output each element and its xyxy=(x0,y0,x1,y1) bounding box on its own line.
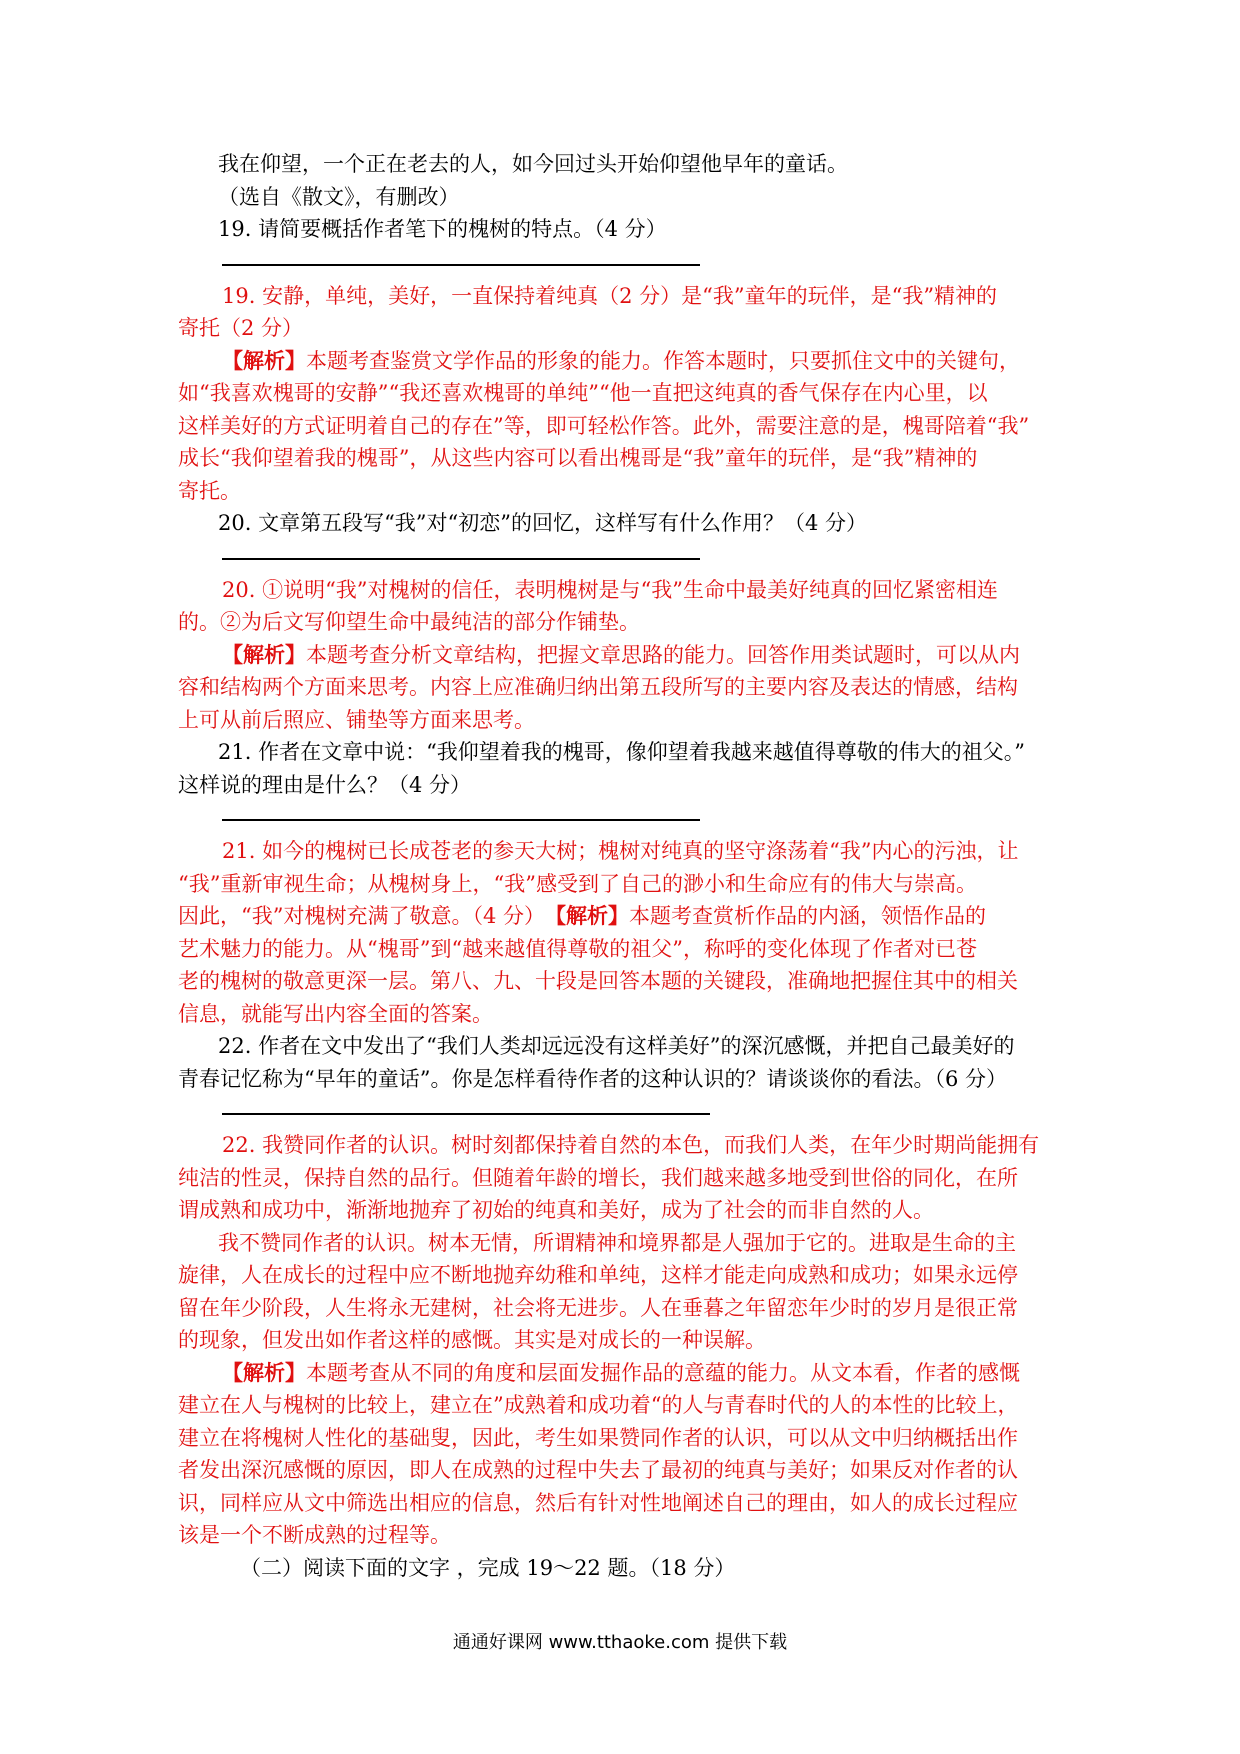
answer-22-line4: 我不赞同作者的认识。树本无情，所谓精神和境界都是人强加于它的。进取是生命的主 xyxy=(218,1230,1016,1255)
question-20: 20. 文章第五段写“我”对“初恋”的回忆，这样写有什么作用？（4 分） xyxy=(218,511,868,535)
analysis-tag: 【解析】 xyxy=(222,347,306,373)
answer-22-line1: 22. 我赞同作者的认识。树时刻都保持着自然的本色，而我们人类，在年少时期尚能拥有 xyxy=(222,1133,1040,1157)
question-21-line2: 这样说的理由是什么？（4 分） xyxy=(178,772,472,797)
analysis-19-line5: 寄托。 xyxy=(178,478,241,503)
passage-last-line: 我在仰望，一个正在老去的人，如今回过头开始仰望他早年的童话。 xyxy=(218,152,848,176)
analysis-20-line3: 上可从前后照应、铺垫等方面来思考。 xyxy=(178,707,535,732)
page-footer: 通通好课网 www.tthaoke.com 提供下载 xyxy=(452,1632,788,1653)
answer-blank-20 xyxy=(222,558,700,560)
analysis-22-line2: 建立在人与槐树的比较上，建立在”成熟着和成功着“的人与青春时代的人的本性的比较上， xyxy=(178,1393,1019,1417)
answer-22-line5: 旋律，人在成长的过程中应不断地抛弃幼稚和单纯，这样才能走向成熟和成功；如果永远停 xyxy=(178,1263,1018,1287)
section-heading: （二）阅读下面的文字 ，完成 19～22 题。（18 分） xyxy=(240,1555,736,1580)
analysis-19-line3: 这样美好的方式证明着自己的存在”等，即可轻松作答。此外，需要注意的是，槐哥陪着“我” xyxy=(178,413,1030,438)
answer-22-line3: 谓成熟和成功中，渐渐地抛弃了初始的纯真和美好，成为了社会的而非自然的人。 xyxy=(178,1198,934,1222)
answer-19-line1: 19. 安静，单纯，美好，一直保持着纯真（2 分）是“我”童年的玩伴，是“我”精神的 xyxy=(222,283,998,308)
analysis-22-line3: 建立在将槐树人性化的基础叟，因此，考生如果赞同作者的认识，可以从文中归纳概括出作 xyxy=(178,1425,1018,1450)
answer-21-line3: 因此，“我”对槐树充满了敬意。（4 分） 【解析】本题考查赏析作品的内涵，领悟作品的 xyxy=(178,903,987,928)
analysis-tag: 【解析】 xyxy=(222,641,306,667)
analysis-tag: 【解析】 xyxy=(222,1359,306,1385)
answer-22-line6: 留在年少阶段，人生将永无建树，社会将无进步。人在垂暮之年留恋年少时的岁月是很正常 xyxy=(178,1295,1018,1320)
answer-blank-19 xyxy=(222,264,700,266)
analysis-20-line2: 容和结构两个方面来思考。内容上应准确归纳出第五段所写的主要内容及表达的情感，结构 xyxy=(178,675,1018,699)
question-22-line1: 22. 作者在文中发出了“我们人类却远远没有这样美好”的深沉感慨，并把自己最美好的 xyxy=(218,1034,1015,1058)
answer-blank-22 xyxy=(222,1113,710,1115)
analysis-22-line1: 【解析】本题考查从不同的角度和层面发掘作品的意蕴的能力。从文本看，作者的感慨 xyxy=(222,1359,1020,1385)
answer-21-line2: “我”重新审视生命；从槐树身上，“我”感受到了自己的渺小和生命应有的伟大与崇高。 xyxy=(178,871,977,896)
analysis-22-line5: 识，同样应从文中筛选出相应的信息，然后有针对性地阐述自己的理由，如人的成长过程应 xyxy=(178,1490,1018,1515)
answer-blank-21 xyxy=(222,819,700,821)
analysis-22-line4: 者发出深沉感慨的原因，即人在成熟的过程中失去了最初的纯真与美好；如果反对作者的认 xyxy=(178,1458,1018,1482)
analysis-21-line3: 信息，就能写出内容全面的答案。 xyxy=(178,1001,493,1026)
answer-22-line2: 纯洁的性灵，保持自然的品行。但随着年龄的增长，我们越来越多地受到世俗的同化，在所 xyxy=(178,1165,1018,1190)
answer-22-line7: 的现象，但发出如作者这样的感慨。其实是对成长的一种误解。 xyxy=(178,1328,766,1352)
analysis-20-line1: 【解析】本题考查分析文章结构，把握文章思路的能力。回答作用类试题时，可以从内 xyxy=(222,641,1020,667)
source-note: （选自《散文》，有删改） xyxy=(218,184,460,209)
analysis-21-line1: 艺术魅力的能力。从“槐哥”到“越来越值得尊敬的祖父”，称呼的变化体现了作者对已苍 xyxy=(178,936,977,961)
question-21-line1: 21. 作者在文章中说：“我仰望着我的槐哥，像仰望着我越来越值得尊敬的伟大的祖父。” xyxy=(218,740,1026,764)
question-22-line2: 青春记忆称为“早年的童话”。你是怎样看待作者的这种认识的？请谈谈你的看法。（6 分） xyxy=(178,1066,1008,1091)
question-19: 19. 请简要概括作者笔下的槐树的特点。（4 分） xyxy=(218,217,667,241)
analysis-tag: 【解析】 xyxy=(555,903,630,928)
answer-20-line1: 20. ①说明“我”对槐树的信任，表明槐树是与“我”生命中最美好纯真的回忆紧密相连 xyxy=(222,577,999,602)
analysis-21-line2: 老的槐树的敬意更深一层。第八、九、十段是回答本题的关键段，准确地把握住其中的相关 xyxy=(178,969,1018,993)
answer-20-line2: 的。②为后文写仰望生命中最纯洁的部分作铺垫。 xyxy=(178,610,640,634)
analysis-19-line4: 成长“我仰望着我的槐哥”，从这些内容可以看出槐哥是“我”童年的玩伴，是“我”精神的 xyxy=(178,446,978,470)
analysis-19-line1: 【解析】本题考查鉴赏文学作品的形象的能力。作答本题时，只要抓住文中的关键句， xyxy=(222,347,1020,373)
answer-21-line1: 21. 如今的槐树已长成苍老的参天大树；槐树对纯真的坚守涤荡着“我”内心的污浊，让 xyxy=(222,839,1019,863)
answer-19-line2: 寄托（2 分） xyxy=(178,316,304,340)
document-body xyxy=(178,148,1068,1584)
analysis-22-line6: 该是一个不断成熟的过程等。 xyxy=(178,1523,451,1547)
analysis-19-line2: 如“我喜欢槐哥的安静”“我还喜欢槐哥的单纯”“他一直把这纯真的香气保存在内心里，以 xyxy=(178,381,988,405)
